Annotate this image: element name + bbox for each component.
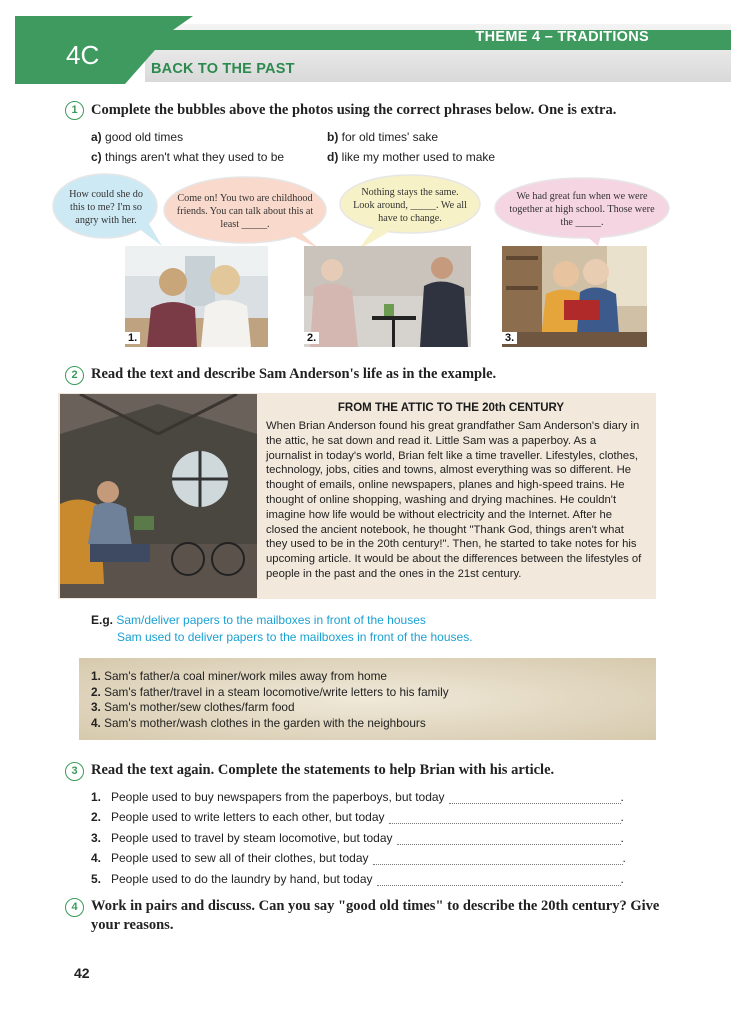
exercise-1-title: Complete the bubbles above the photos using the correct phrases below. One is extra. <box>91 102 617 118</box>
exercise-3-number: 3 <box>65 762 84 781</box>
photo-3 <box>502 246 647 347</box>
exercise-4-title-line-2: your reasons. <box>91 917 174 933</box>
exercise-3-title: Read the text again. Complete the statements to help Brian with his article. <box>91 762 555 778</box>
attic-photo <box>60 394 257 598</box>
task-1: 1. Sam's father/a coal miner/work miles away from home <box>91 669 387 683</box>
photo-1 <box>125 246 268 347</box>
task-2: 2. Sam's father/travel in a steam locomotive/write letters to his family <box>91 685 449 699</box>
answer-line-5[interactable] <box>377 875 621 886</box>
statement-3: 3. People used to travel by steam locomotive, but today . <box>91 831 624 845</box>
exercise-2-title: Read the text and describe Sam Anderson's life as in the example. <box>91 366 497 382</box>
statement-4: 4. People used to sew all of their clothes, but today . <box>91 851 626 865</box>
statement-2: 2. People used to write letters to each other, but today . <box>91 810 624 824</box>
example-answer: Sam used to deliver papers to the mailboxes in front of the houses. <box>117 630 473 644</box>
reading-body: When Brian Anderson found his great grandfather Sam Anderson's diary in the attic, he sat down and read it. Little Sam was a paperboy. As a journalist in today's world, Brian felt like a time traveller. Lifestyles, clothes, technology, jobs, cities and towns, almost everything was so different. He thought of emails, online newspapers, planes and high-speed trains. He thought of online shopping, washing and drying machines. He couldn't imagine how life would be without electricity and the Internet. After he closed the ancient notebook, he thought "Thank God, things aren't what they used to be in the 20th century!". Then, he started to take notes for his upcoming article. It would be about the differences between the lifestyles of people in the past and the ones in the 21st century. <box>266 420 642 580</box>
statement-1: 1. People used to buy newspapers from the paperboys, but today . <box>91 790 624 804</box>
task-4: 4. Sam's mother/wash clothes in the garden with the neighbours <box>91 716 426 730</box>
answer-line-3[interactable] <box>397 834 621 845</box>
bubble-1: How could she do this to me? I'm so angry with her. <box>69 188 143 226</box>
statement-5: 5. People used to do the laundry by hand, but today . <box>91 872 624 886</box>
option-a: a) good old times <box>91 130 184 144</box>
bubble-3: Nothing stays the same. Look around, _____. We all have to change. <box>353 186 467 224</box>
header-banner <box>15 16 731 84</box>
reading-title: FROM THE ATTIC TO THE 20th CENTURY <box>337 402 565 414</box>
option-d: d) like my mother used to make <box>327 150 496 164</box>
theme-title: THEME 4 – TRADITIONS <box>475 29 649 45</box>
lesson-title: BACK TO THE PAST <box>151 61 295 77</box>
bubble-2: Come on! You two are childhood friends. You can talk about this at least _____. <box>176 192 314 230</box>
lesson-code: 4C <box>66 40 100 70</box>
exercise-1-number: 1 <box>65 101 84 120</box>
task-3: 3. Sam's mother/sew clothes/farm food <box>91 700 295 714</box>
exercise-4-number: 4 <box>65 898 84 917</box>
exercise-2-number: 2 <box>65 366 84 385</box>
page-number: 42 <box>74 965 90 981</box>
photo-label-1: 1. <box>125 332 140 344</box>
exercise-4-title-line-1: Work in pairs and discuss. Can you say "good old times" to describe the 20th century? Give <box>91 898 660 914</box>
bubble-4: We had great fun when we were together at high school. Those were the _____. <box>509 190 655 228</box>
answer-line-2[interactable] <box>389 813 621 824</box>
photo-2 <box>304 246 471 347</box>
photo-label-3: 3. <box>502 332 517 344</box>
option-c: c) things aren't what they used to be <box>91 150 285 164</box>
option-b: b) for old times' sake <box>327 130 438 144</box>
photo-label-2: 2. <box>304 332 319 344</box>
answer-line-4[interactable] <box>373 854 623 865</box>
answer-line-1[interactable] <box>449 793 621 804</box>
example-prompt: E.g. Sam/deliver papers to the mailboxes in front of the houses <box>91 613 426 627</box>
